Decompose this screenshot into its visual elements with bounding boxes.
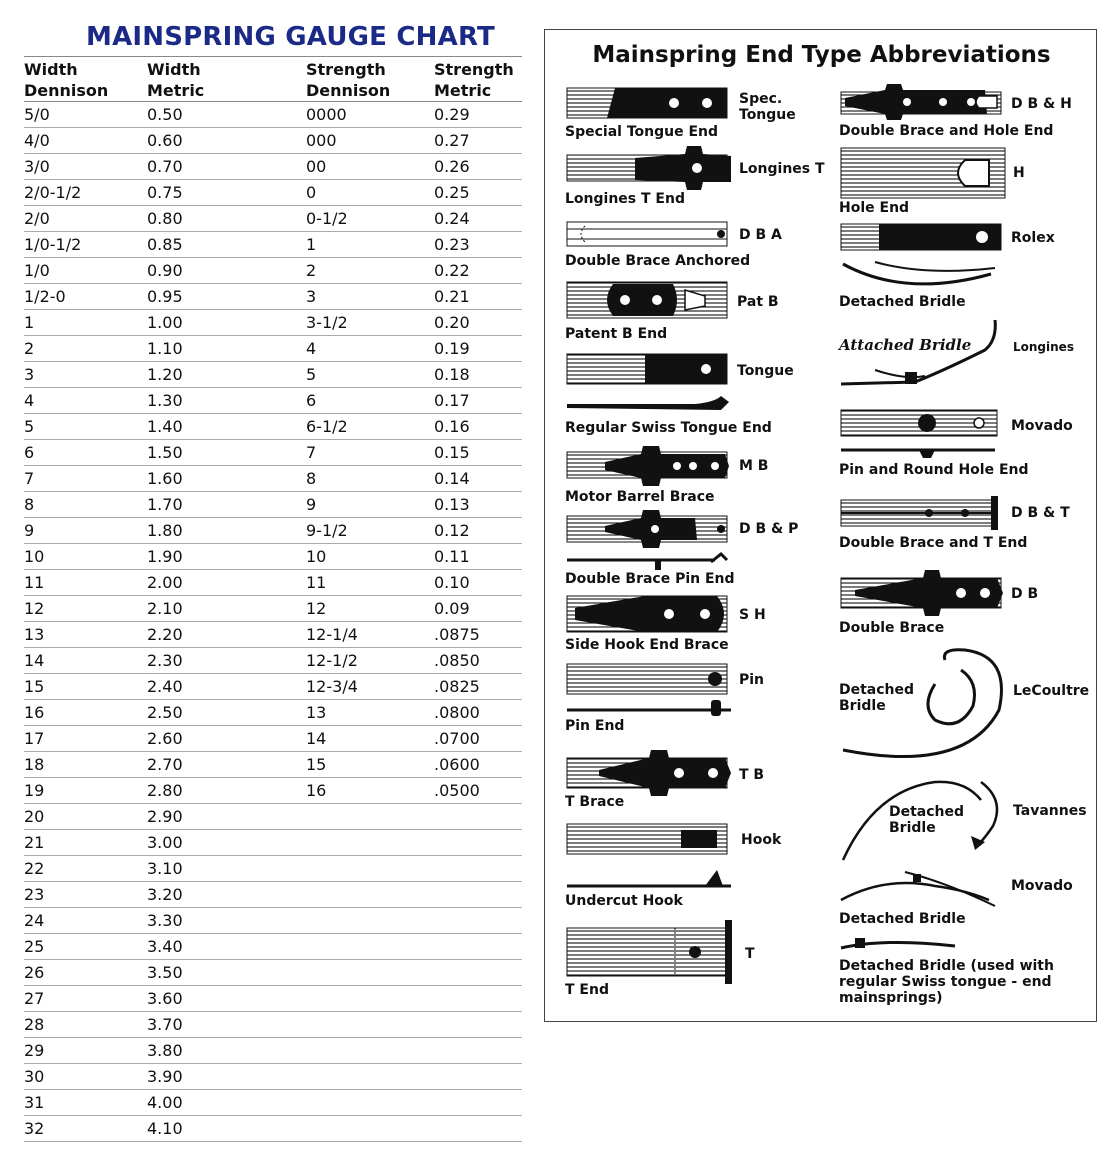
undercut-hook-icon xyxy=(567,824,731,886)
cell-width-dennison: 5/0 xyxy=(24,105,50,124)
table-row xyxy=(24,388,522,414)
cell-width-metric: 0.85 xyxy=(147,235,183,254)
label-bridle-tavannes: Bridle xyxy=(889,820,936,836)
table-row xyxy=(24,622,522,648)
label-double-brace: Double Brace xyxy=(839,620,945,636)
cell-width-metric: 2.30 xyxy=(147,651,183,670)
cell-width-dennison: 8 xyxy=(24,495,35,514)
cell-width-metric: 3.40 xyxy=(147,937,183,956)
label-double-brace-anchored: Double Brace Anchored xyxy=(565,253,751,269)
cell-width-metric: 0.95 xyxy=(147,287,183,306)
cell-strength-dennison: 1 xyxy=(306,235,317,254)
table-row xyxy=(24,154,522,180)
end-type-illustrations xyxy=(545,30,1098,1023)
abbr-longines-t: Longines T xyxy=(739,161,825,177)
regular-swiss-tongue-icon xyxy=(567,354,729,410)
table-row xyxy=(24,960,522,986)
double-brace-anchored-icon xyxy=(567,222,727,246)
cell-width-dennison: 24 xyxy=(24,911,45,930)
cell-strength-dennison: 9 xyxy=(306,495,317,514)
cell-width-metric: 2.80 xyxy=(147,781,183,800)
cell-strength-metric: 0.18 xyxy=(434,365,470,384)
cell-strength-metric: 0.17 xyxy=(434,391,470,410)
table-row xyxy=(24,518,522,544)
cell-strength-metric: .0850 xyxy=(434,651,480,670)
table-row xyxy=(24,284,522,310)
label-detached-tavannes: Detached xyxy=(889,804,965,820)
cell-width-metric: 2.40 xyxy=(147,677,183,696)
double-brace-and-hole-icon xyxy=(841,84,1001,120)
cell-width-metric: 3.70 xyxy=(147,1015,183,1034)
abbr-pat-b: Pat B xyxy=(737,294,779,310)
abbr-tongue-swiss: Tongue xyxy=(737,363,794,379)
table-row xyxy=(24,232,522,258)
cell-strength-dennison: 12-1/4 xyxy=(306,625,358,644)
cell-width-dennison: 15 xyxy=(24,677,45,696)
cell-width-dennison: 1/0 xyxy=(24,261,50,280)
cell-strength-dennison: 0000 xyxy=(306,105,347,124)
cell-width-metric: 3.30 xyxy=(147,911,183,930)
cell-width-dennison: 2/0-1/2 xyxy=(24,183,82,202)
double-brace-icon xyxy=(841,570,1003,616)
table-row xyxy=(24,752,522,778)
abbr-longines: Longines xyxy=(1013,340,1074,354)
cell-width-dennison: 6 xyxy=(24,443,35,462)
label-detached-bridle-rolex: Detached Bridle xyxy=(839,294,966,310)
table-row xyxy=(24,440,522,466)
cell-width-metric: 1.00 xyxy=(147,313,183,332)
header-width-dennison: Width Dennison xyxy=(24,60,109,100)
table-row xyxy=(24,1090,522,1116)
cell-strength-metric: 0.19 xyxy=(434,339,470,358)
label-patent-b-end: Patent B End xyxy=(565,326,668,342)
cell-width-dennison: 29 xyxy=(24,1041,45,1060)
label-undercut-hook: Undercut Hook xyxy=(565,893,683,909)
cell-strength-dennison: 12 xyxy=(306,599,327,618)
table-row xyxy=(24,648,522,674)
label-attached-bridle: Attached Bridle xyxy=(839,336,972,354)
label-detached-bridle-movado: Detached Bridle xyxy=(839,911,966,927)
cell-strength-metric: 0.22 xyxy=(434,261,470,280)
cell-width-dennison: 12 xyxy=(24,599,45,618)
cell-strength-dennison: 15 xyxy=(306,755,327,774)
cell-strength-dennison: 12-1/2 xyxy=(306,651,358,670)
table-row xyxy=(24,206,522,232)
abbr-db: D B xyxy=(1011,586,1039,602)
cell-width-dennison: 20 xyxy=(24,807,45,826)
cell-width-metric: 1.10 xyxy=(147,339,183,358)
table-row xyxy=(24,336,522,362)
table-row xyxy=(24,1116,522,1142)
table-row xyxy=(24,804,522,830)
cell-width-dennison: 1/2-0 xyxy=(24,287,66,306)
cell-width-dennison: 23 xyxy=(24,885,45,904)
table-row xyxy=(24,310,522,336)
table-row xyxy=(24,466,522,492)
label-detached-bridle-swiss-line1: Detached Bridle (used with xyxy=(839,958,1054,974)
header-strength-metric: Strength Metric xyxy=(434,60,514,100)
cell-strength-metric: 0.27 xyxy=(434,131,470,150)
cell-width-metric: 1.80 xyxy=(147,521,183,540)
hole-end-icon xyxy=(841,148,1005,198)
cell-width-dennison: 25 xyxy=(24,937,45,956)
cell-strength-metric: 0.23 xyxy=(434,235,470,254)
movado-detached-bridle-icon xyxy=(841,872,995,906)
gauge-table-body xyxy=(24,102,522,1142)
cell-width-metric: 2.50 xyxy=(147,703,183,722)
label-double-brace-and-hole-end: Double Brace and Hole End xyxy=(839,123,1054,139)
table-row xyxy=(24,986,522,1012)
table-row xyxy=(24,102,522,128)
cell-width-dennison: 2/0 xyxy=(24,209,50,228)
cell-strength-dennison: 14 xyxy=(306,729,327,748)
cell-width-metric: 1.60 xyxy=(147,469,183,488)
cell-width-dennison: 5 xyxy=(24,417,35,436)
label-hole-end: Hole End xyxy=(839,200,910,216)
abbr-t: T xyxy=(745,946,755,962)
cell-width-metric: 3.80 xyxy=(147,1041,183,1060)
cell-strength-metric: 0.11 xyxy=(434,547,470,566)
label-detached-lecoultre: Detached xyxy=(839,682,915,698)
cell-width-dennison: 3/0 xyxy=(24,157,50,176)
cell-strength-metric: 0.15 xyxy=(434,443,470,462)
table-row xyxy=(24,830,522,856)
abbr-rolex: Rolex xyxy=(1011,230,1055,246)
table-row xyxy=(24,570,522,596)
table-row xyxy=(24,544,522,570)
cell-width-dennison: 4 xyxy=(24,391,35,410)
cell-strength-dennison: 3-1/2 xyxy=(306,313,348,332)
cell-width-dennison: 13 xyxy=(24,625,45,644)
cell-width-dennison: 11 xyxy=(24,573,45,592)
abbr-sh: S H xyxy=(739,607,766,623)
abbr-h: H xyxy=(1013,165,1025,181)
cell-strength-metric: 0.29 xyxy=(434,105,470,124)
abbr-hook: Hook xyxy=(741,832,782,848)
cell-strength-dennison: 9-1/2 xyxy=(306,521,348,540)
cell-width-metric: 1.50 xyxy=(147,443,183,462)
cell-strength-dennison: 5 xyxy=(306,365,317,384)
cell-width-metric: 0.70 xyxy=(147,157,183,176)
cell-width-metric: 4.00 xyxy=(147,1093,183,1112)
abbr-mb: M B xyxy=(739,458,769,474)
cell-strength-dennison: 00 xyxy=(306,157,327,176)
label-motor-barrel-brace: Motor Barrel Brace xyxy=(565,489,715,505)
label-double-brace-pin-end: Double Brace Pin End xyxy=(565,571,735,587)
patent-b-icon xyxy=(567,282,727,318)
abbr-dbp: D B & P xyxy=(739,521,799,537)
cell-width-metric: 0.50 xyxy=(147,105,183,124)
cell-strength-dennison: 3 xyxy=(306,287,317,306)
cell-strength-metric: 0.20 xyxy=(434,313,470,332)
abbr-lecoultre: LeCoultre xyxy=(1013,683,1090,699)
cell-width-metric: 4.10 xyxy=(147,1119,183,1138)
cell-width-dennison: 2 xyxy=(24,339,35,358)
t-brace-icon xyxy=(567,750,731,796)
table-row xyxy=(24,1064,522,1090)
t-end-icon xyxy=(567,920,732,984)
cell-strength-dennison: 11 xyxy=(306,573,327,592)
abbr-dbh: D B & H xyxy=(1011,96,1072,112)
abbr-movado-1: Movado xyxy=(1011,418,1073,434)
pin-and-round-hole-icon xyxy=(841,410,997,458)
label-double-brace-and-t-end: Double Brace and T End xyxy=(839,535,1028,551)
table-row xyxy=(24,778,522,804)
cell-strength-metric: .0875 xyxy=(434,625,480,644)
swiss-tongue-detached-bridle-icon xyxy=(841,938,955,948)
cell-strength-dennison: 0-1/2 xyxy=(306,209,348,228)
cell-width-dennison: 17 xyxy=(24,729,45,748)
cell-width-metric: 0.90 xyxy=(147,261,183,280)
cell-strength-metric: 0.24 xyxy=(434,209,470,228)
cell-strength-dennison: 8 xyxy=(306,469,317,488)
double-brace-pin-icon xyxy=(567,510,727,570)
label-t-brace: T Brace xyxy=(565,794,625,810)
cell-width-metric: 0.75 xyxy=(147,183,183,202)
cell-strength-metric: 0.21 xyxy=(434,287,470,306)
cell-width-dennison: 1/0-1/2 xyxy=(24,235,82,254)
header-width-metric: Width Metric xyxy=(147,60,205,100)
abbr-tongue: Tongue xyxy=(739,107,796,123)
cell-strength-dennison: 0 xyxy=(306,183,317,202)
cell-width-metric: 3.10 xyxy=(147,859,183,878)
cell-strength-metric: .0800 xyxy=(434,703,480,722)
cell-strength-dennison: 12-3/4 xyxy=(306,677,358,696)
cell-width-metric: 3.50 xyxy=(147,963,183,982)
abbr-tb: T B xyxy=(739,767,765,783)
cell-strength-metric: 0.26 xyxy=(434,157,470,176)
table-row xyxy=(24,700,522,726)
double-brace-and-t-icon xyxy=(841,496,998,530)
cell-width-metric: 3.20 xyxy=(147,885,183,904)
cell-strength-dennison: 000 xyxy=(306,131,337,150)
label-longines-t-end: Longines T End xyxy=(565,191,685,207)
cell-width-metric: 0.60 xyxy=(147,131,183,150)
label-detached-bridle-swiss-line2: regular Swiss tongue - end xyxy=(839,974,1052,990)
abbr-spec: Spec. xyxy=(739,91,783,107)
cell-width-dennison: 10 xyxy=(24,547,45,566)
gauge-chart-title: MAINSPRING GAUGE CHART xyxy=(86,22,495,52)
label-side-hook-end-brace: Side Hook End Brace xyxy=(565,637,729,653)
abbr-dba: D B A xyxy=(739,227,782,243)
cell-width-dennison: 9 xyxy=(24,521,35,540)
cell-width-dennison: 31 xyxy=(24,1093,45,1112)
cell-width-dennison: 14 xyxy=(24,651,45,670)
cell-width-metric: 2.20 xyxy=(147,625,183,644)
longines-t-icon xyxy=(567,146,731,190)
cell-width-metric: 1.90 xyxy=(147,547,183,566)
cell-width-dennison: 7 xyxy=(24,469,35,488)
table-row xyxy=(24,128,522,154)
cell-strength-dennison: 13 xyxy=(306,703,327,722)
cell-width-dennison: 19 xyxy=(24,781,45,800)
abbr-dbt: D B & T xyxy=(1011,505,1070,521)
cell-strength-metric: 0.13 xyxy=(434,495,470,514)
motor-barrel-brace-icon xyxy=(567,446,729,486)
cell-width-dennison: 28 xyxy=(24,1015,45,1034)
cell-strength-metric: .0600 xyxy=(434,755,480,774)
cell-width-metric: 3.00 xyxy=(147,833,183,852)
cell-width-metric: 0.80 xyxy=(147,209,183,228)
gauge-table-header xyxy=(24,56,522,102)
rolex-detached-bridle-icon xyxy=(841,224,1001,284)
cell-strength-metric: 0.09 xyxy=(434,599,470,618)
table-row xyxy=(24,180,522,206)
cell-width-dennison: 4/0 xyxy=(24,131,50,150)
cell-strength-metric: .0700 xyxy=(434,729,480,748)
cell-width-metric: 3.90 xyxy=(147,1067,183,1086)
label-regular-swiss-tongue-end: Regular Swiss Tongue End xyxy=(565,420,772,436)
abbr-tavannes: Tavannes xyxy=(1013,803,1087,819)
cell-strength-dennison: 6-1/2 xyxy=(306,417,348,436)
cell-width-dennison: 26 xyxy=(24,963,45,982)
table-row xyxy=(24,362,522,388)
label-special-tongue-end: Special Tongue End xyxy=(565,124,719,140)
cell-width-metric: 3.60 xyxy=(147,989,183,1008)
cell-strength-metric: 0.25 xyxy=(434,183,470,202)
cell-width-dennison: 1 xyxy=(24,313,35,332)
cell-strength-metric: 0.10 xyxy=(434,573,470,592)
cell-width-dennison: 30 xyxy=(24,1067,45,1086)
cell-width-dennison: 21 xyxy=(24,833,45,852)
cell-strength-dennison: 2 xyxy=(306,261,317,280)
table-row xyxy=(24,1012,522,1038)
cell-width-dennison: 16 xyxy=(24,703,45,722)
cell-width-metric: 2.00 xyxy=(147,573,183,592)
cell-width-metric: 1.20 xyxy=(147,365,183,384)
cell-width-metric: 2.60 xyxy=(147,729,183,748)
table-row xyxy=(24,726,522,752)
cell-strength-dennison: 6 xyxy=(306,391,317,410)
cell-width-dennison: 3 xyxy=(24,365,35,384)
table-row xyxy=(24,856,522,882)
header-strength-dennison: Strength Dennison xyxy=(306,60,391,100)
table-row xyxy=(24,414,522,440)
table-row xyxy=(24,258,522,284)
cell-width-metric: 2.70 xyxy=(147,755,183,774)
table-row xyxy=(24,934,522,960)
label-bridle-lecoultre: Bridle xyxy=(839,698,886,714)
cell-strength-metric: .0500 xyxy=(434,781,480,800)
pin-end-icon xyxy=(567,664,731,716)
panel-title: Mainspring End Type Abbreviations xyxy=(592,42,1051,68)
cell-strength-dennison: 10 xyxy=(306,547,327,566)
cell-strength-metric: 0.12 xyxy=(434,521,470,540)
table-row xyxy=(24,1038,522,1064)
cell-width-metric: 2.10 xyxy=(147,599,183,618)
side-hook-end-brace-icon xyxy=(567,596,727,632)
label-pin-and-round-hole-end: Pin and Round Hole End xyxy=(839,462,1029,478)
table-row xyxy=(24,882,522,908)
end-type-abbreviations-panel xyxy=(544,29,1097,1022)
cell-strength-dennison: 7 xyxy=(306,443,317,462)
abbr-pin: Pin xyxy=(739,672,765,688)
table-row xyxy=(24,908,522,934)
cell-width-dennison: 27 xyxy=(24,989,45,1008)
cell-strength-metric: 0.14 xyxy=(434,469,470,488)
cell-width-dennison: 18 xyxy=(24,755,45,774)
cell-width-metric: 2.90 xyxy=(147,807,183,826)
cell-width-dennison: 22 xyxy=(24,859,45,878)
gauge-table xyxy=(24,56,522,1142)
abbr-movado-2: Movado xyxy=(1011,878,1073,894)
cell-strength-dennison: 16 xyxy=(306,781,327,800)
label-pin-end: Pin End xyxy=(565,718,625,734)
cell-strength-metric: 0.16 xyxy=(434,417,470,436)
cell-width-metric: 1.40 xyxy=(147,417,183,436)
cell-strength-dennison: 4 xyxy=(306,339,317,358)
table-row xyxy=(24,596,522,622)
special-tongue-icon xyxy=(567,88,727,118)
cell-width-dennison: 32 xyxy=(24,1119,45,1138)
label-t-end: T End xyxy=(565,982,609,998)
cell-strength-metric: .0825 xyxy=(434,677,480,696)
cell-width-metric: 1.30 xyxy=(147,391,183,410)
table-row xyxy=(24,674,522,700)
label-detached-bridle-swiss-line3: mainsprings) xyxy=(839,990,943,1006)
cell-width-metric: 1.70 xyxy=(147,495,183,514)
table-row xyxy=(24,492,522,518)
